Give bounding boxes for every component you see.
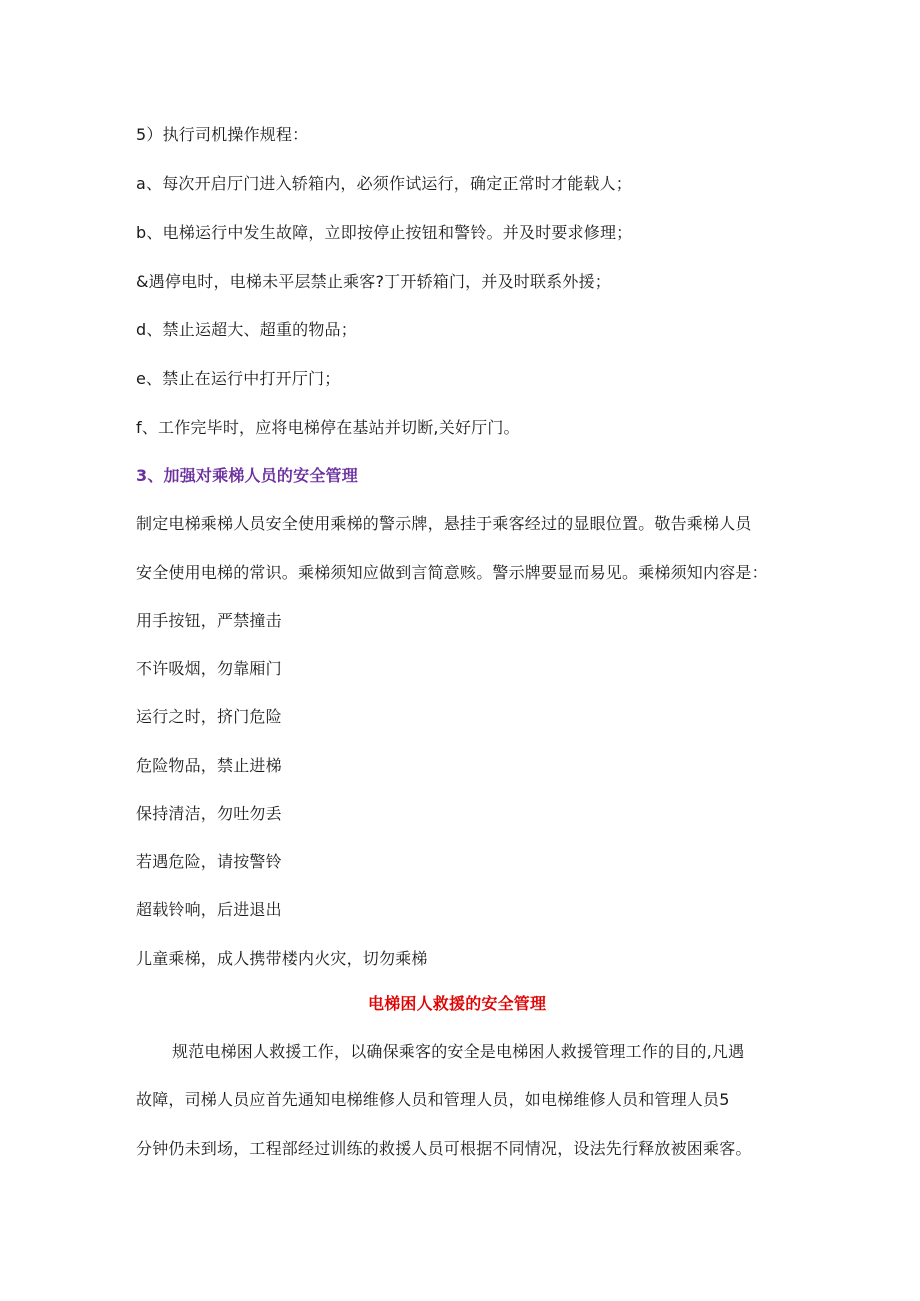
- passenger-paragraph-line: 安全使用电梯的常识。乘梯须知应做到言简意赅。警示牌要显而易见。乘梯须知内容是：: [136, 563, 768, 582]
- passenger-notice: 用手按钮，严禁撞击: [136, 611, 282, 630]
- passenger-notice: 若遇危险，请按警铃: [136, 852, 282, 871]
- driver-rule-item: a、每次开启厅门进入轿箱内，必须作试运行，确定正常时才能载人；: [136, 174, 633, 193]
- driver-rule-item: d、禁止运超大、超重的物品；: [136, 320, 357, 339]
- passenger-section-heading: 3、加强对乘梯人员的安全管理: [136, 466, 358, 485]
- rescue-paragraph-line: 规范电梯困人救援工作，以确保乘客的安全是电梯困人救援管理工作的目的,凡遇: [172, 1042, 745, 1061]
- rescue-paragraph-line: 故障，司梯人员应首先通知电梯维修人员和管理人员，如电梯维修人员和管理人员5: [136, 1090, 730, 1109]
- rescue-section-heading: 电梯困人救援的安全管理: [368, 994, 547, 1013]
- passenger-notice: 超载铃响，后进退出: [136, 900, 282, 919]
- passenger-notice: 保持清洁，勿吐勿丢: [136, 804, 282, 823]
- passenger-notice: 危险物品，禁止进梯: [136, 756, 282, 775]
- driver-rule-item: b、电梯运行中发生故障，立即按停止按钮和警铃。并及时要求修理；: [136, 223, 633, 242]
- driver-rules-title: 5）执行司机操作规程：: [136, 125, 309, 144]
- passenger-notice: 儿童乘梯，成人携带楼内火灾，切勿乘梯: [136, 949, 428, 968]
- rescue-paragraph-line: 分钟仍未到场，工程部经过训练的救援人员可根据不同情况，设法先行释放被困乘客。: [136, 1139, 752, 1158]
- passenger-notice: 不许吸烟，勿靠厢门: [136, 659, 282, 678]
- passenger-notice: 运行之时，挤门危险: [136, 707, 282, 726]
- driver-rule-item: &遇停电时，电梯未平层禁止乘客?丁开轿箱门，并及时联系外援；: [136, 272, 611, 291]
- driver-rule-item: f、工作完毕时，应将电梯停在基站并切断,关好厅门。: [136, 418, 520, 437]
- driver-rule-item: e、禁止在运行中打开厅门；: [136, 369, 341, 388]
- passenger-paragraph-line: 制定电梯乘梯人员安全使用乘梯的警示牌，悬挂于乘客经过的显眼位置。敬告乘梯人员: [136, 514, 752, 533]
